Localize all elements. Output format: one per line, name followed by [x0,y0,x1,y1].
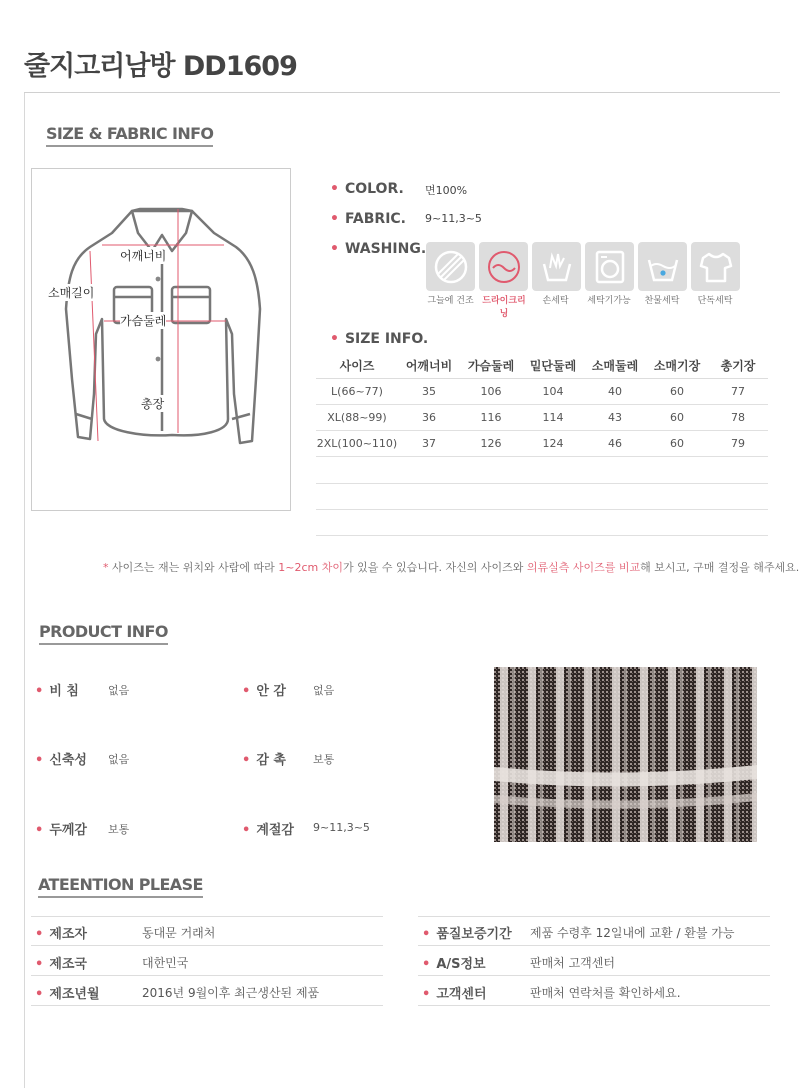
table-cell: 104 [522,378,584,404]
table-row [316,430,768,456]
size-table [316,354,768,457]
fabric-value: 9~11,3~5 [425,212,482,225]
table-row [316,378,768,404]
table-cell: 2XL(100~110) [316,430,398,456]
label-chest: 가슴둘레 [120,314,167,328]
product-value: 9~11,3~5 [313,821,370,834]
product-label: • 비 침 [35,684,79,699]
table-cell: 116 [460,404,522,430]
washing-labels [421,293,741,319]
product-label: • 신축성 [35,753,87,768]
table-cell: 60 [646,378,708,404]
size-table-header [316,354,768,378]
table-row [316,404,768,430]
table-cell: 43 [584,404,646,430]
shade-dry-icon [426,242,475,291]
washing-label-6: 단독세탁 [697,296,733,306]
label-shoulder: 어깨너비 [120,249,167,263]
product-value: 없음 [313,684,335,697]
attention-line [31,1005,383,1006]
product-value: 보통 [108,823,130,836]
color-value: 면100% [425,184,468,197]
size-header-cell: 어깨너비 [398,354,460,378]
size-header-cell: 총기장 [708,354,768,378]
table-cell: 46 [584,430,646,456]
attention-value: 제품 수령후 12일내에 교환 / 환불 가능 [530,926,735,940]
washing-label-4: 세탁기가능 [587,296,631,306]
attention-label: • 제조년월 [35,987,100,1002]
attention-label: • 제조자 [35,927,87,942]
product-label: • 계절감 [242,823,294,838]
shirt-drawing [32,169,290,510]
table-cell: 40 [584,378,646,404]
dry-clean-icon [479,242,528,291]
label-sleeve: 소매길이 [48,286,95,300]
hand-wash-icon [532,242,581,291]
attention-line [31,916,383,917]
table-cell: 106 [460,378,522,404]
size-header-cell: 소매기장 [646,354,708,378]
table-cell: 126 [460,430,522,456]
divider-horizontal [24,92,780,93]
table-cell: 77 [708,378,768,404]
attention-value: 판매처 연락처를 확인하세요. [530,986,681,1000]
separate-garment-icon [691,242,740,291]
table-cell: XL(88~99) [316,404,398,430]
size-header-cell: 사이즈 [316,354,398,378]
table-cell: 37 [398,430,460,456]
table-cell: 114 [522,404,584,430]
product-label: • 안 감 [242,684,286,699]
product-value: 없음 [108,684,130,697]
attention-value: 동대문 거래처 [142,926,216,940]
empty-table-line [316,535,768,536]
empty-table-line [316,483,768,484]
size-header-cell: 소매둘레 [584,354,646,378]
washing-label-5: 찬물세탁 [644,296,680,306]
table-cell: 36 [398,404,460,430]
attention-value: 판매처 고객센터 [530,956,615,970]
attention-line [418,945,770,946]
section-title-product: PRODUCT INFO [39,622,168,645]
section-title-attention: ATEENTION PLEASE [38,875,203,898]
table-cell: 60 [646,430,708,456]
attention-line [31,945,383,946]
attention-value: 2016년 9월이후 최근생산된 제품 [142,986,320,1000]
washing-label-1: 그늘에 건조 [427,296,474,306]
attention-label: • 제조국 [35,957,87,972]
size-header-cell: 밑단둘레 [522,354,584,378]
label-length: 총장 [141,397,165,411]
product-value: 없음 [108,753,130,766]
table-cell: 60 [646,404,708,430]
divider-vertical [24,92,25,1088]
page-title: 줄지고리남방 DD1609 [24,51,297,82]
washing-label-3: 손세탁 [542,296,569,306]
washing-label-2: 드라이크리닝 [482,296,526,319]
size-note: * 사이즈는 재는 위치와 사람에 따라 1~2cm 차이가 있을 수 있습니다. 자신의 사이즈와 의류실측 사이즈를 비교해 보시고, 구매 결정을 해주세요. [103,561,799,574]
product-label: • 두께감 [35,823,87,838]
attention-value: 대한민국 [142,956,189,970]
fabric-swatch-image [494,667,757,842]
attention-label: • A/S정보 [422,957,486,972]
table-cell: 124 [522,430,584,456]
attention-line [418,916,770,917]
machine-wash-icon [585,242,634,291]
attention-label: • 고객센터 [422,987,487,1002]
washing-row: • WASHING. [330,241,427,257]
separate-wash-icon [638,242,687,291]
fabric-row: • FABRIC. [330,211,406,227]
attention-line [418,975,770,976]
table-cell: 35 [398,378,460,404]
color-row: • COLOR. [330,181,404,197]
table-cell: 78 [708,404,768,430]
product-label: • 감 촉 [242,753,286,768]
attention-line [418,1005,770,1006]
size-header-cell: 가슴둘레 [460,354,522,378]
garment-diagram [31,168,291,511]
empty-table-line [316,509,768,510]
section-title-size-fabric: SIZE & FABRIC INFO [46,124,213,147]
product-value: 보통 [313,753,335,766]
table-cell: 79 [708,430,768,456]
table-cell: L(66~77) [316,378,398,404]
attention-label: • 품질보증기간 [422,927,512,942]
size-info-row: • SIZE INFO. [330,331,429,347]
attention-line [31,975,383,976]
washing-icons [426,242,740,291]
